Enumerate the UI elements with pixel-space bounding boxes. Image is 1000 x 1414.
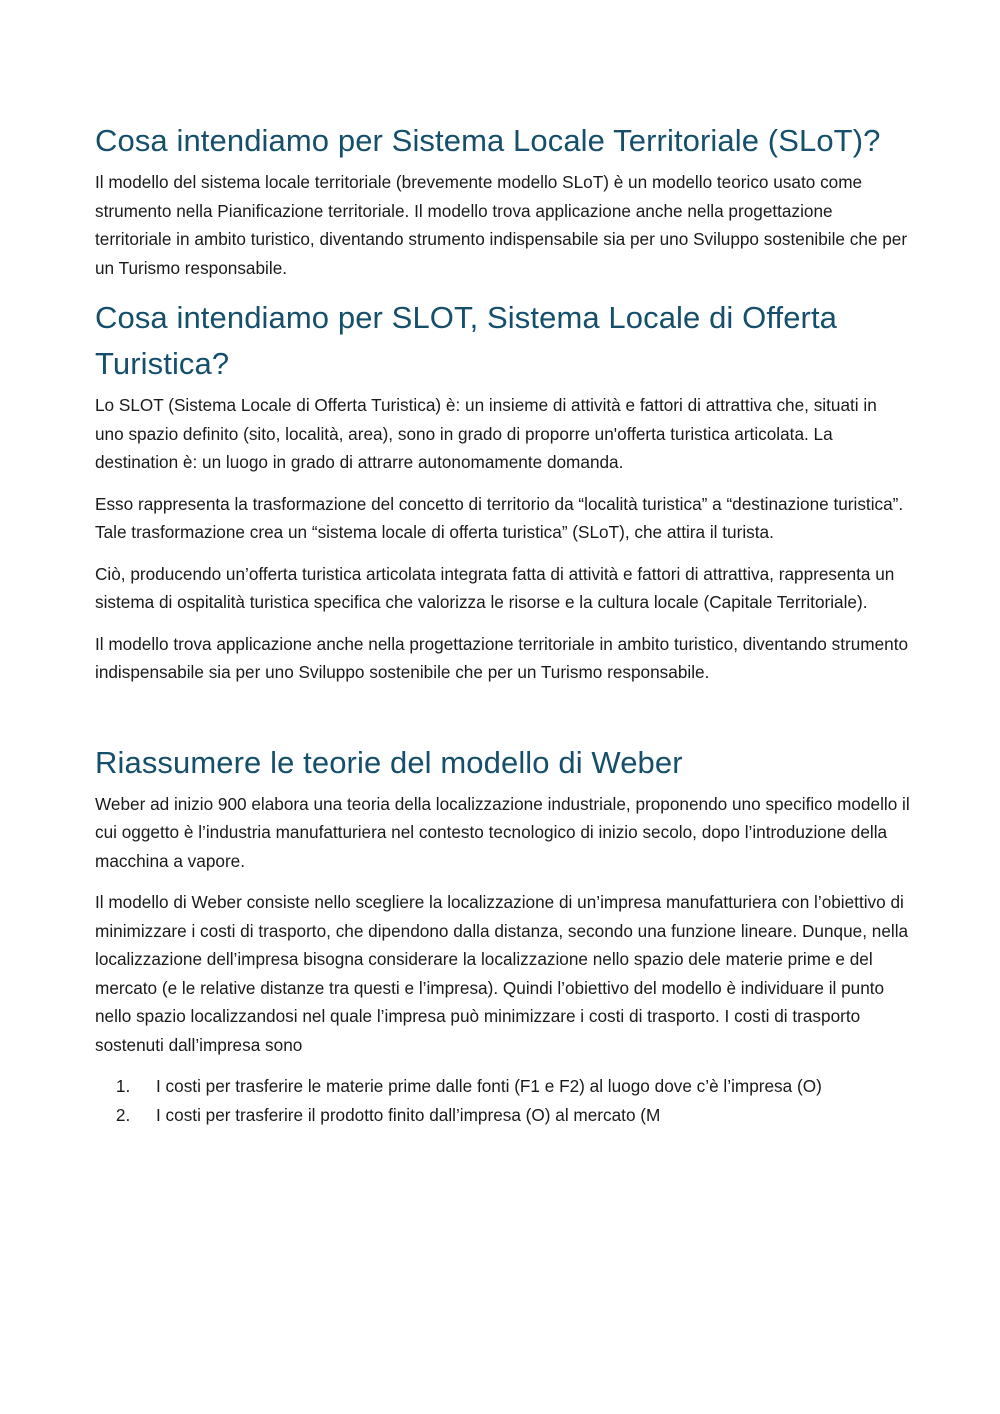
section-heading: Riassumere le teorie del modello di Weber <box>95 744 683 780</box>
section-spacer <box>95 700 910 740</box>
list-item: 1. I costi per trasferire le materie prime dalle fonti (F1 e F2) al luogo dove c’è l’impresa (O) <box>135 1072 910 1101</box>
section-modello-weber <box>95 740 910 1130</box>
list-item: 2. I costi per trasferire il prodotto finito dall’impresa (O) al mercato (M <box>135 1101 910 1130</box>
section-heading: Cosa intendiamo per SLOT, Sistema Locale di Offerta Turistica? <box>95 300 838 381</box>
section-slot-offerta-turistica <box>95 295 910 687</box>
paragraph: Il modello di Weber consiste nello scegliere la localizzazione di un’impresa manufatturiera con l’obiettivo di minimizzare i costi di trasporto, che dipendono dalla distanza, secondo una funzione lineare. Dunque, nella localizzazione dell’impresa bisogna considerare la localizzazione nello spazio dele materie prime e del mercato (e le relative distanze tra questi e l’impresa). Quindi l’obiettivo del modello è individuare il punto nello spazio localizzandosi nel quale l’impresa può minimizzare i costi di trasporto. I costi di trasporto sostenuti dall’impresa sono <box>95 892 909 1055</box>
paragraph: Il modello trova applicazione anche nella progettazione territoriale in ambito turistico, diventando strumento indispensabile sia per uno Sviluppo sostenibile che per un Turismo responsabile. <box>95 633 909 682</box>
section-heading: Cosa intendiamo per Sistema Locale Territoriale (SLoT)? <box>95 123 881 158</box>
document-page <box>95 118 910 1129</box>
numbered-list <box>95 1072 910 1129</box>
paragraph: Weber ad inizio 900 elabora una teoria della localizzazione industriale, proponendo uno specifico modello il cui oggetto è l’industria manufatturiera nel contesto tecnologico di inizio secolo, dopo l’introduzione della macchina a vapore. <box>95 793 910 871</box>
paragraph: Ciò, producendo un’offerta turistica articolata integrata fatta di attività e fattori di attrattiva, rappresenta un sistema di ospitalità turistica specifica che valorizza le risorse e la cultura locale (Capitale Territoriale). <box>95 563 895 612</box>
paragraph: Lo SLOT (Sistema Locale di Offerta Turistica) è: un insieme di attività e fattori di attrattiva che, situati in uno spazio definito (sito, località, area), sono in grado di proporre un'offerta turistica articolata. La destination è: un luogo in grado di attrarre autonomamente domanda. <box>95 395 877 472</box>
section-slot-territoriale <box>95 118 910 282</box>
paragraph: Esso rappresenta la trasformazione del concetto di territorio da “località turistica” a “destinazione turistica”. Tale trasformazione crea un “sistema locale di offerta turistica” (SLoT), che attira il turista. <box>95 493 904 542</box>
paragraph: Il modello del sistema locale territoriale (brevemente modello SLoT) è un modello teorico usato come strumento nella Pianificazione territoriale. Il modello trova applicazione anche nella progettazione territoriale in ambito turistico, diventando strumento indispensabile sia per uno Sviluppo sostenibile che per un Turismo responsabile. <box>95 172 908 278</box>
